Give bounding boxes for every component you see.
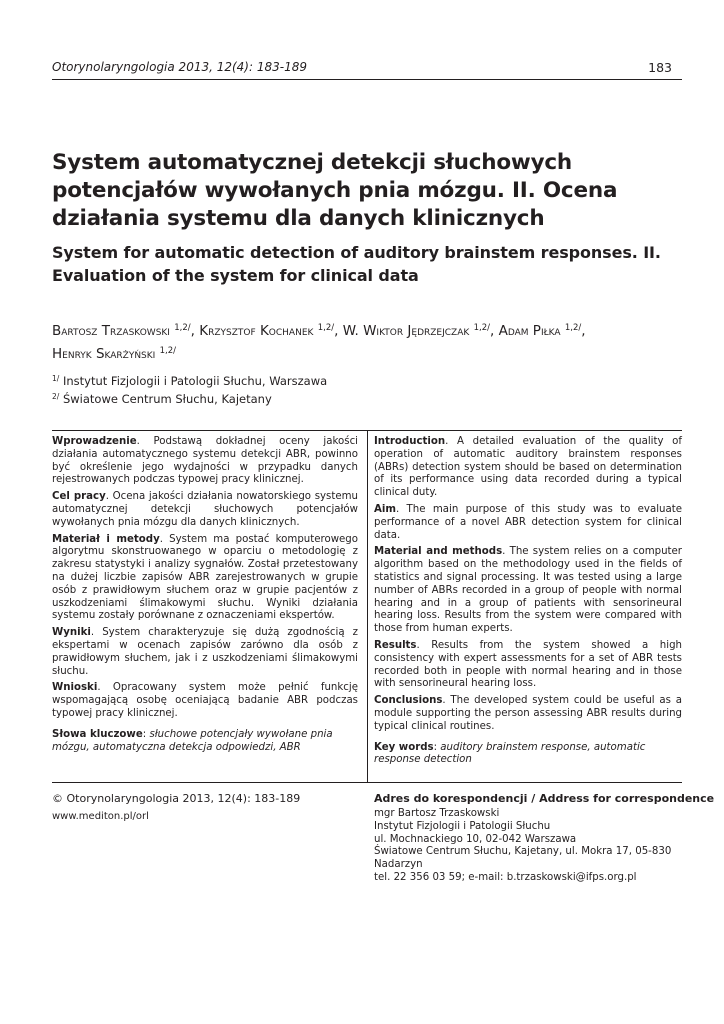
- keywords-label: Key words: [374, 741, 434, 753]
- keywords-text: auditory brainstem response, automatic response detection: [374, 741, 646, 766]
- title-polish: System automatycznej detekcji słuchowych potencjałów wywołanych pnia mózgu. II. Ocena działania systemu dla danych klinicznych: [52, 150, 618, 231]
- abstract-bottom-rule: [52, 782, 682, 783]
- abstract-english: [374, 436, 682, 771]
- abstract-paragraph: [374, 546, 682, 636]
- author-name: W. Wiktor Jędrzejczak: [342, 323, 470, 339]
- keywords-separator: :: [142, 728, 150, 740]
- affiliation-mark: 2/: [52, 392, 60, 401]
- address-line: mgr Bartosz Trzaskowski: [374, 808, 500, 819]
- abstract-paragraph: [374, 640, 682, 691]
- abstract-paragraph: [374, 504, 682, 542]
- keywords: [52, 729, 358, 755]
- affiliation-text: Instytut Fizjologii i Patologii Słuchu, Warszawa: [62, 374, 328, 388]
- address-line: Nadarzyn: [374, 859, 423, 871]
- section-label: Results: [374, 639, 417, 651]
- affiliation-text: Światowe Centrum Słuchu, Kajetany: [62, 392, 272, 406]
- abstract-paragraph: [52, 627, 358, 678]
- affiliation-line: [52, 389, 692, 407]
- author-name: Adam Piłka: [498, 323, 561, 339]
- address-line: tel. 22 356 03 59; e-mail: b.trzaskowski@ifps.org.pl: [374, 871, 637, 883]
- section-label: Wnioski: [52, 682, 98, 694]
- author-name: Bartosz Trzaskowski: [52, 323, 170, 339]
- section-text: . The system relies on a computer algorithm based on the methodology used in the fields of statistics and signal processing. It was tested using a large number of ABRs recorded in a group of people with normal hearing and in a group of patients with sensorineural hearing loss. Results from the system were compared with those from human experts.: [374, 546, 682, 635]
- abstract-paragraph: [52, 491, 358, 529]
- section-label: Wyniki: [52, 627, 91, 639]
- section-text: . The developed system could be useful as a module supporting the person assessing ABR results during typical clinical routines.: [374, 695, 682, 732]
- author-affiliation-mark: 1,2/: [473, 323, 490, 333]
- page-number: 183: [648, 60, 672, 75]
- header-rule: [52, 79, 682, 80]
- address-line: Światowe Centrum Słuchu, Kajetany, ul. Mokra 17, 05-830: [374, 846, 672, 858]
- address-line: ul. Mochnackiego 10, 02-042 Warszawa: [374, 833, 577, 845]
- abstract-paragraph: [374, 695, 682, 733]
- keywords-text: słuchowe potencjały wywołane pnia mózgu, automatyczna detekcja odpowiedzi, ABR: [52, 728, 333, 753]
- author-name: Krzysztof Kochanek: [199, 323, 314, 339]
- section-label: Conclusions: [374, 695, 443, 707]
- section-text: . Ocena jakości działania nowatorskiego systemu automatycznej detekcji słuchowych potencjałów wywołanych pnia mózgu dla danych klinicznych.: [52, 491, 358, 528]
- section-label: Wprowadzenie: [52, 436, 137, 447]
- author-name: Henryk Skarżyński: [52, 346, 156, 362]
- address-line: Instytut Fizjologii i Patologii Słuchu: [374, 820, 551, 832]
- column-divider: [367, 430, 368, 782]
- section-label: Materiał i metody: [52, 533, 160, 545]
- section-text: . Opracowany system może pełnić funkcję wspomagającą osobę oceniającą badanie ABR podczas typowej pracy klinicznej.: [52, 682, 358, 719]
- affiliation-line: [52, 371, 692, 389]
- author-affiliation-mark: 1,2/: [174, 323, 191, 333]
- author-affiliation-mark: 1,2/: [317, 323, 335, 333]
- abstract-paragraph: [52, 534, 358, 624]
- author-affiliation-mark: 1,2/: [159, 346, 177, 356]
- abstract-polish: [52, 436, 358, 758]
- copyright-notice: © Otorynolaryngologia 2013, 12(4): 183-189: [52, 792, 301, 805]
- abstract-paragraph: [52, 682, 358, 720]
- affiliations: [52, 371, 692, 407]
- section-text: . Podstawą dokładnej oceny jakości działania automatycznego systemu detekcji ABR, powinno być określenie jego wydajności w przypadku danych rejestrowanych podczas typowej pracy klinicznej.: [52, 436, 358, 486]
- section-text: . The main purpose of this study was to evaluate performance of a novel ABR detection system for clinical data.: [374, 503, 682, 541]
- section-text: . System ma postać komputerowego algorytmu skonstruowanego w oparciu o metodologię z zakresu statystyki i analizy sygnałów. Został przetestowany na dużej liczbie zapisów ABR zarejestrowanych w grupie osób z prawidłowym słuchem oraz w grupie pacjentów z uszkodzeniami ślimakowymi słuchu. Wyniki działania systemu zostały porównane z oznaczeniami ekspertów.: [52, 533, 359, 622]
- section-text: . A detailed evaluation of the quality of operation of automatic auditory brainstem responses (ABRs) detection system should be based on determination of its performance using data recorded during a typical clinical duty.: [374, 436, 682, 499]
- section-text: . Results from the system showed a high consistency with expert assessments for a set of ABR tests recorded both in people with normal hearing and in those with sensorineural hearing loss.: [374, 639, 682, 690]
- section-label: Material and methods: [374, 546, 503, 558]
- section-label: Aim: [374, 503, 396, 515]
- correspondence-address: [374, 808, 684, 885]
- section-text: . System charakteryzuje się dużą zgodnością z ekspertami w ocenach zapisów zarówno dla osób z prawidłowym słuchem, jak i z uszkodzeniami ślimakowymi słuchu.: [52, 627, 358, 677]
- author-affiliation-mark: 1,2/: [564, 323, 582, 333]
- keywords-label: Słowa kluczowe: [52, 728, 143, 740]
- keywords: [374, 742, 682, 768]
- title-english: System for automatic detection of auditory brainstem responses. II. Evaluation of the system for clinical data: [52, 243, 661, 285]
- running-header-journal: Otorynolaryngologia 2013, 12(4): 183-189: [52, 60, 307, 74]
- section-label: Introduction: [374, 436, 446, 447]
- journal-website-link[interactable]: www.mediton.pl/orl: [52, 811, 149, 822]
- section-label: Cel pracy: [52, 491, 106, 503]
- keywords-separator: :: [433, 741, 441, 753]
- abstract-paragraph: [374, 436, 682, 500]
- author-list: Bartosz Trzaskowski $^{1,2/}$, Krzysztof Kochanek $^{1,2/}$, W. Wiktor Jędrzejczak $^{1,2/}$, Adam Piłka $^{1,2/}$, Henryk Skarżyński $^{1,2/}$: [52, 323, 586, 362]
- correspondence-title: Adres do korespondencji / Address for correspondence: [374, 792, 715, 805]
- abstract-paragraph: [52, 436, 358, 487]
- affiliation-mark: 1/: [52, 374, 60, 383]
